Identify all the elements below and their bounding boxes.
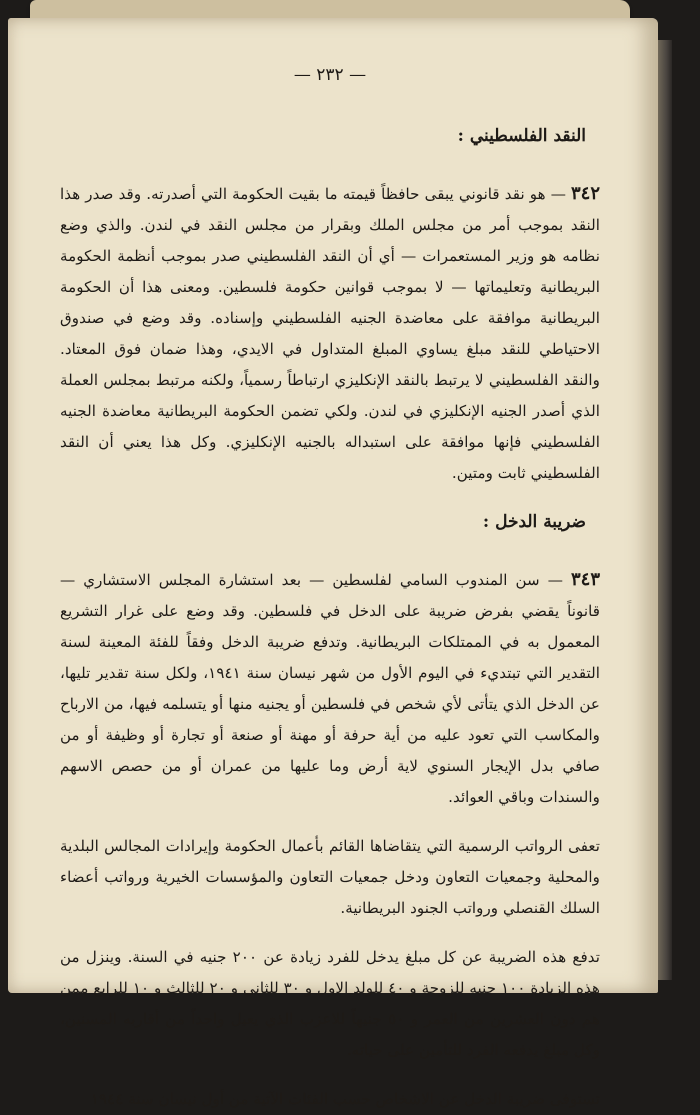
paragraph-number: ٣٤٣ [570,569,600,590]
page-stack-edge [658,40,672,980]
paragraph-text: — هو نقد قانوني يبقى حافظاً قيمته ما بقيت الحكومة التي أصدرته. وقد صدر هذا النقد بموجب أمر من مجلس الملك وبقرار من مجلس النقد في لندن. والذي وضع نظامه هو وزير المستعمرات — أي أن النقد الفلسطيني صدر بموجب أنظمة الحكومة البريطانية وتعليماتها — لا بموجب قوانين حكومة فلسطين. ومعنى هذا أن الحكومة البريطانية موافقة على معاضدة الجنيه الفلسطيني وإسناده. وقد وضع في صندوق الاحتياطي للنقد مبلغ يساوي المبلغ المتداول في الايدي، وهذا ضمان فوق المعتاد. والنقد الفلسطيني لا يرتبط بالنقد الإنكليزي ارتباطاً رسمياً، ولكنه مرتبط بمجلس العملة الذي أصدر الجنيه الإنكليزي في لندن. ولكي تضمن الحكومة البريطانية معاضدة الجنيه الفلسطيني فإنها موافقة على استبداله بالجنيه الإنكليزي. وكل هذا يعني أن النقد الفلسطيني ثابت ومتين. [60,185,600,482]
page-content [60,60,600,1115]
tax-brackets-intro: تستوفى ضريبة الدخل عن الاشخاص حسب الفئات الآتية من أول نيسان سنة ١٩٤٤ [90,1090,600,1108]
paragraph-343 [60,564,600,813]
paragraph-342 [60,178,600,489]
section-heading-income-tax: ضريبة الدخل : [482,512,586,532]
paragraph-number: ٣٤٢ [570,183,600,204]
paragraph-text: تدفع هذه الضريبة عن كل مبلغ يدخل للفرد زيادة عن ٢٠٠ جنيه في السنة. وينزل من هذه الزيادة ١٠٠ جنيه للزوجة و ٤٠ للولد الاول و ٣٠ للثاني و ٢٠ للثالث و ١٠ للرابع ممن هم دون العشرين من العمر و ٥٠ جنيهاً للاعزب الذي يعيل واحداً من أقاربه المسنين، وكل مبلغ يدفعه الفرد للتأمين على حياته. [60,948,600,1059]
paragraph-text: — سن المندوب السامي لفلسطين — بعد استشارة المجلس الاستشاري — قانوناً يقضي بفرض ضريبة على الدخل في فلسطين. وقد وضع على غرار التشريع المعمول به في الممتلكات البريطانية. وتدفع ضريبة الدخل وفقاً للفئة المعينة لسنة التقدير التي تبتديء في اليوم الأول من شهر نيسان سنة ١٩٤١، ولكل سنة تقدير تليها، عن الدخل الذي يتأتى لأي شخص في فلسطين أو يجنيه منها أو يتسلمه فيها، من الارباح والمكاسب التي تعود عليه من أية حرفة أو مهنة أو صنعة أو تجارة أو وظيفة أو من صافي بدل الإيجار السنوي لاية أرض وما عليها من عمران أو من حصص الاسهم والسندات وباقي العوائد. [60,571,600,806]
page-number: — ٢٣٢ — [293,65,367,85]
section-heading-palestinian-currency: النقد الفلسطيني : [457,126,586,146]
paragraph-exemptions [60,831,600,924]
paragraph-text: تعفى الرواتب الرسمية التي يتقاضاها القائم بأعمال الحكومة وإيرادات المجالس البلدية والمحلية وجمعيات التعاون ودخل جمعيات التعاون والمؤسسات الخيرية ورواتب أعضاء السلك القنصلي ورواتب الجنود البريطانية. [60,837,600,917]
paragraph-allowances [60,942,600,1066]
